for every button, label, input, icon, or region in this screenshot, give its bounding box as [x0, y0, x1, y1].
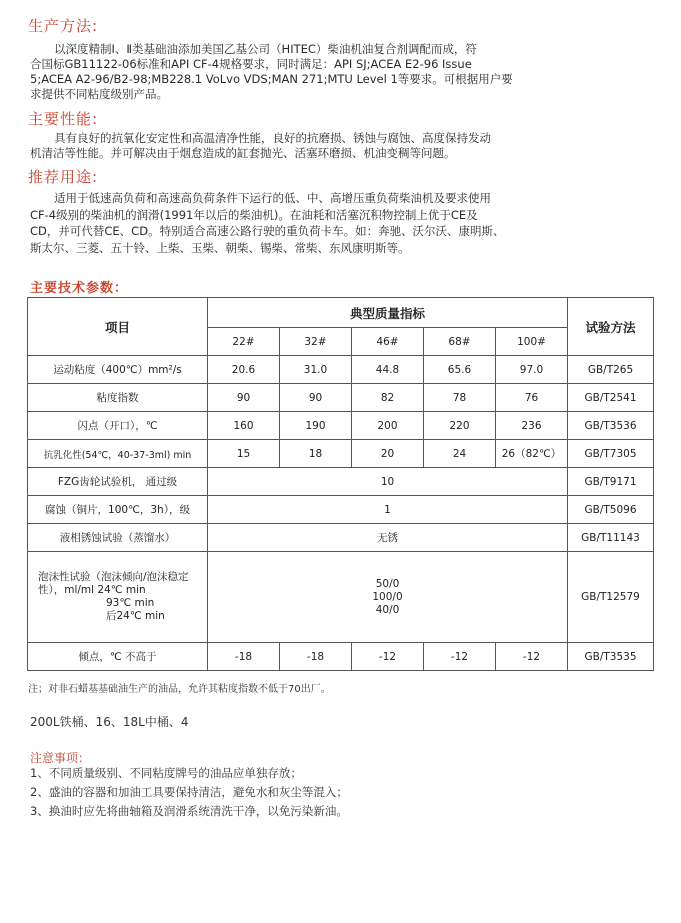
- row-item: 运动粘度（400℃）mm²/s: [28, 356, 208, 384]
- cell-value: 20.6: [208, 356, 280, 384]
- text-line: 5;ACEA A2-96/B2-98;MB228.1 VoLvo VDS;MAN 271;MTU Level 1等要求。可根据用户要: [30, 72, 513, 86]
- tech-params-heading: 主要技术参数：: [30, 281, 129, 296]
- cell-value: 160: [208, 412, 280, 440]
- cell-value: -18: [280, 643, 352, 671]
- cell-value: [208, 552, 568, 643]
- text-line: 机清洁等性能。并可解决由于烟怠造成的缸套抛光、活塞环磨损、机油变稠等问题。: [30, 146, 456, 160]
- text-line: 求提供不同粘度级别产品。: [30, 87, 168, 101]
- tech-params-table: [27, 297, 654, 671]
- cell-value: 90: [280, 384, 352, 412]
- text-line: 斯太尔、三菱、五十铃、上柴、玉柴、朝柴、锡柴、常柴、东风康明斯等。: [30, 240, 410, 255]
- table-row: [28, 552, 654, 643]
- list-item: 3、换油时应先将曲轴箱及润滑系统清洗干净，以免污染新油。: [30, 804, 348, 818]
- row-method: GB/T7305: [568, 440, 654, 468]
- grade-header: 32#: [280, 328, 352, 356]
- table-row: [28, 384, 654, 412]
- row-method: GB/T5096: [568, 496, 654, 524]
- row-method: GB/T2541: [568, 384, 654, 412]
- cell-value: 220: [424, 412, 496, 440]
- row-item: FZG齿轮试验机， 通过级: [28, 468, 208, 496]
- cautions-list: [30, 764, 348, 821]
- row-item: 粘度指数: [28, 384, 208, 412]
- row-item: 倾点，℃ 不高于: [28, 643, 208, 671]
- cell-value: 26（82℃）: [496, 440, 568, 468]
- row-method: GB/T265: [568, 356, 654, 384]
- foam-value: 100/0: [372, 590, 403, 603]
- cell-value: 82: [352, 384, 424, 412]
- cell-value: 15: [208, 440, 280, 468]
- table-row: [28, 356, 654, 384]
- cell-value: -12: [496, 643, 568, 671]
- text-line: CF-4级别的柴油机的润滑(1991年以后的柴油机)。在油耗和活塞沉积物控制上优于CE及: [30, 207, 478, 222]
- text-line: 具有良好的抗氧化安定性和高温清净性能，良好的抗磨损、锈蚀与腐蚀、高度保持发动: [54, 131, 491, 145]
- text-line: 合国标GB11122-06标准和API CF-4规格要求，同时满足：API SJ;ACEA E2-96 Issue: [30, 57, 472, 71]
- cell-value: 18: [280, 440, 352, 468]
- table-row: [28, 440, 654, 468]
- grade-header: 22#: [208, 328, 280, 356]
- row-item: 液相锈蚀试验（蒸馏水）: [28, 524, 208, 552]
- row-item: 腐蚀（铜片，100℃，3h），级: [28, 496, 208, 524]
- row-method: GB/T3535: [568, 643, 654, 671]
- cell-value: 44.8: [352, 356, 424, 384]
- cell-value: 31.0: [280, 356, 352, 384]
- cell-value: 76: [496, 384, 568, 412]
- foam-value: 40/0: [375, 603, 400, 616]
- row-method: GB/T11143: [568, 524, 654, 552]
- cell-value: 10: [208, 468, 568, 496]
- list-item: 2、盛油的容器和加油工具要保持清洁，避免水和灰尘等混入；: [30, 785, 348, 799]
- table-row: [28, 524, 654, 552]
- cell-value: 200: [352, 412, 424, 440]
- row-method: GB/T9171: [568, 468, 654, 496]
- production-method-text: [30, 42, 650, 102]
- table-row: [28, 468, 654, 496]
- cell-value: 97.0: [496, 356, 568, 384]
- table-row: [28, 412, 654, 440]
- table-note: 注；对非石蜡基基础油生产的油品，允许其粘度指数不低于70出厂。: [28, 684, 331, 695]
- production-method-heading: 生产方法:: [28, 17, 99, 35]
- cell-value: 24: [424, 440, 496, 468]
- cell-value: -12: [352, 643, 424, 671]
- cell-value: -12: [424, 643, 496, 671]
- cell-value: 65.6: [424, 356, 496, 384]
- foam-line: 93℃ min: [106, 597, 155, 609]
- grade-header: 46#: [352, 328, 424, 356]
- cell-value: 236: [496, 412, 568, 440]
- foam-value: 50/0: [375, 577, 400, 590]
- table-row: [28, 496, 654, 524]
- row-item: 闪点（开口），℃: [28, 412, 208, 440]
- header-test-method: 试验方法: [568, 298, 654, 356]
- cautions-heading: 注意事项：: [30, 751, 91, 765]
- table-row: [28, 643, 654, 671]
- row-method: GB/T12579: [568, 552, 654, 643]
- cell-value: 无锈: [208, 524, 568, 552]
- performance-heading: 主要性能:: [28, 110, 99, 128]
- foam-line: 泡沫性试验（泡沫倾向/泡沫稳定: [38, 571, 189, 583]
- text-line: 以深度精制Ⅰ、Ⅱ类基础油添加美国乙基公司（HITEC）柴油机油复合剂调配而成，符: [54, 42, 477, 56]
- foam-line: 后24℃ min: [106, 610, 165, 622]
- row-item: 抗乳化性(54℃，40-37-3ml) min: [28, 440, 208, 468]
- text-line: CD，并可代替CE、CD。特别适合高速公路行驶的重负荷卡车。如：奔驰、沃尔沃、康明斯、: [30, 224, 505, 238]
- foam-line: 性），ml/ml 24℃ min: [38, 584, 146, 596]
- grade-header: 68#: [424, 328, 496, 356]
- list-item: 1、不同质量级别、不同粘度牌号的油品应单独存放；: [30, 766, 302, 780]
- performance-text: [30, 131, 650, 161]
- header-quality-indicators: 典型质量指标: [208, 298, 568, 328]
- cell-value: -18: [208, 643, 280, 671]
- cell-value: 190: [280, 412, 352, 440]
- packaging-text: 200L铁桶、16、18L中桶、4: [30, 715, 189, 729]
- application-text: [30, 190, 650, 256]
- row-method: GB/T3536: [568, 412, 654, 440]
- cell-value: 20: [352, 440, 424, 468]
- cell-value: 1: [208, 496, 568, 524]
- cell-value: 90: [208, 384, 280, 412]
- grade-header: 100#: [496, 328, 568, 356]
- text-line: 适用于低速高负荷和高速高负荷条件下运行的低、中、高增压重负荷柴油机及要求使用: [54, 191, 491, 205]
- header-item: 项目: [28, 298, 208, 356]
- application-heading: 推荐用途:: [28, 168, 99, 186]
- row-item: [28, 552, 208, 643]
- cell-value: 78: [424, 384, 496, 412]
